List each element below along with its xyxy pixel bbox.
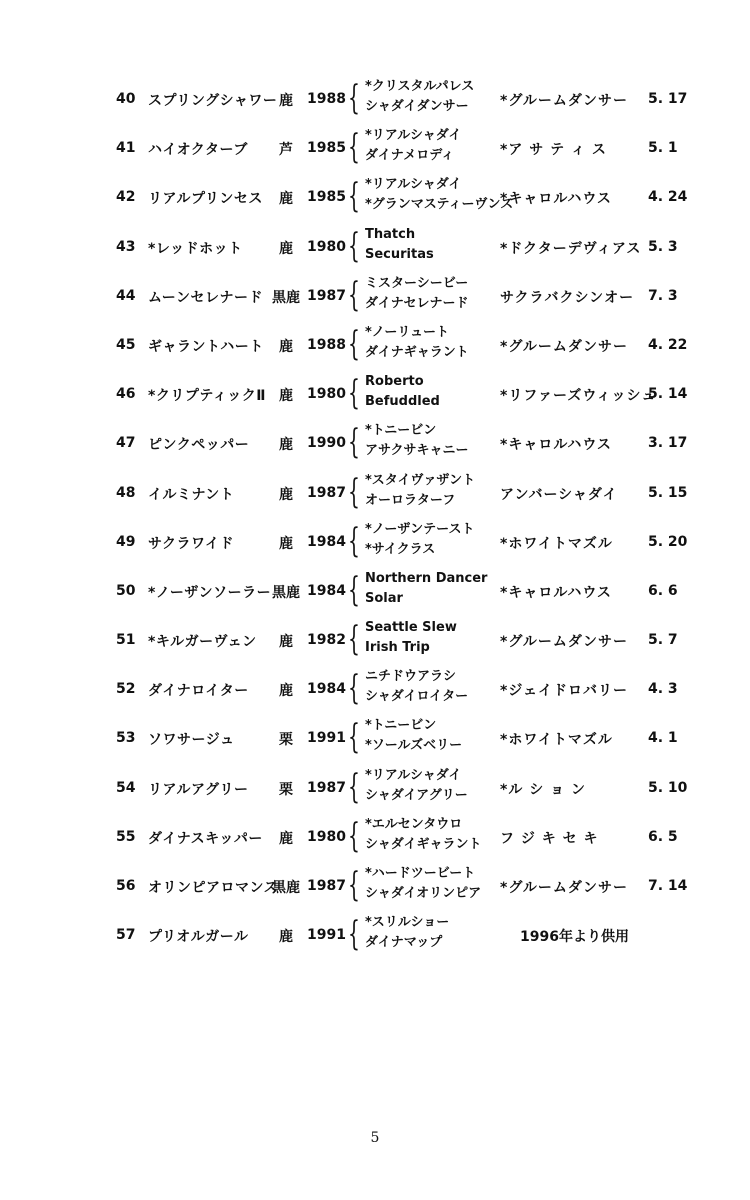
- row-number: 45: [116, 336, 136, 353]
- horse-name: スプリングシャワー: [148, 93, 278, 109]
- pedigree-brace: {: [348, 815, 360, 856]
- coat-color: 鹿: [279, 683, 293, 700]
- row-number: 44: [116, 287, 136, 304]
- table-row: [0, 569, 750, 618]
- mating-date: 6. 6: [648, 582, 678, 599]
- row-number: 47: [116, 435, 136, 452]
- dam-name: *サイクラス: [365, 541, 436, 557]
- row-number: 56: [116, 878, 136, 894]
- mating-date: 4. 24: [648, 189, 688, 206]
- horse-name: ダイナロイター: [148, 683, 249, 700]
- table-row: [0, 421, 750, 470]
- horse-name: ギャラントハート: [148, 338, 264, 355]
- mating-stallion: *ドクターデヴィアス: [500, 240, 642, 257]
- horse-name: *ノーザンソーラー: [148, 584, 272, 601]
- horse-name: リアルアグリー: [148, 781, 249, 798]
- row-number: 51: [116, 632, 136, 649]
- status-note: 1996年より供用: [520, 929, 629, 946]
- table-row: [0, 667, 750, 716]
- pedigree-brace: {: [348, 865, 360, 905]
- row-number: 55: [116, 828, 136, 845]
- table-row: [0, 864, 750, 913]
- mating-stallion: *リファーズウィッシュ: [500, 388, 657, 405]
- dam-name: オーロラターフ: [365, 492, 456, 508]
- coat-color: 栗: [279, 732, 293, 749]
- horse-name: *キルガーヴェン: [148, 634, 257, 651]
- birth-year: 1980: [307, 386, 346, 403]
- dam-name: シャダイダンサー: [365, 99, 469, 114]
- pedigree-brace: {: [348, 225, 360, 266]
- row-number: 57: [116, 927, 136, 944]
- table-row: [0, 520, 750, 569]
- mating-stallion: *ジェイドロバリー: [500, 683, 629, 700]
- dam-name: シャダイアグリー: [365, 787, 468, 803]
- sire-name: Thatch: [365, 226, 416, 242]
- mare-table: [0, 77, 750, 962]
- row-number: 40: [116, 91, 136, 107]
- pedigree-brace: {: [348, 373, 360, 414]
- mating-date: 7. 14: [648, 878, 688, 894]
- dam-name: *グランマスティーヴンス: [365, 197, 514, 213]
- mating-date: 4. 3: [648, 681, 678, 698]
- sire-name: *トニービン: [365, 718, 437, 734]
- mating-date: 7. 3: [648, 287, 678, 304]
- dam-name: ダイナマップ: [365, 935, 443, 951]
- mating-stallion: サクラバクシンオー: [500, 289, 635, 306]
- coat-color: 黒鹿: [272, 880, 300, 896]
- mating-date: 4. 1: [648, 730, 678, 747]
- mating-date: 4. 22: [648, 336, 688, 353]
- sire-name: ニチドウアラシ: [365, 669, 457, 685]
- table-row: [0, 471, 750, 520]
- table-row: [0, 913, 750, 962]
- coat-color: 鹿: [279, 486, 293, 503]
- mating-date: 5. 20: [648, 533, 688, 550]
- birth-year: 1984: [307, 533, 346, 550]
- mating-stallion: *グルームダンサー: [500, 93, 629, 109]
- pedigree-brace: {: [348, 619, 360, 660]
- row-number: 53: [116, 730, 136, 747]
- dam-name: *ソールズベリー: [365, 738, 463, 754]
- sire-name: *リアルシャダイ: [365, 128, 462, 144]
- sire-name: Northern Dancer: [365, 570, 488, 586]
- table-row: [0, 815, 750, 864]
- horse-name: ダイナスキッパー: [148, 830, 263, 847]
- pedigree-brace: {: [348, 422, 360, 463]
- table-row: [0, 77, 750, 126]
- birth-year: 1987: [307, 484, 346, 501]
- birth-year: 1985: [307, 189, 346, 206]
- birth-year: 1990: [307, 435, 346, 452]
- mating-date: 6. 5: [648, 828, 678, 845]
- coat-color: 鹿: [279, 437, 293, 454]
- dam-name: ダイナセレナード: [365, 295, 469, 311]
- pedigree-brace: {: [348, 569, 360, 610]
- mating-stallion: *キャロルハウス: [500, 191, 612, 208]
- mating-stallion: *ホワイトマズル: [500, 535, 613, 552]
- sire-name: *クリスタルパレス: [365, 79, 475, 94]
- mating-stallion: *グルームダンサー: [500, 338, 629, 355]
- table-row: [0, 175, 750, 224]
- pedigree-brace: {: [348, 176, 360, 217]
- mating-date: 5. 10: [648, 779, 688, 796]
- horse-name: ピンクペッパー: [148, 437, 250, 454]
- sire-name: *スリルショー: [365, 915, 450, 931]
- row-number: 43: [116, 238, 136, 255]
- table-row: [0, 225, 750, 274]
- horse-name: *クリプティックⅡ: [148, 388, 266, 405]
- page-number: 5: [370, 1130, 380, 1146]
- horse-name: リアルプリンセス: [148, 191, 263, 208]
- birth-year: 1988: [307, 336, 346, 353]
- row-number: 54: [116, 779, 136, 796]
- mating-stallion: *ア サ テ ィ ス: [500, 142, 607, 159]
- pedigree-brace: {: [348, 717, 360, 758]
- coat-color: 鹿: [279, 634, 293, 651]
- birth-year: 1984: [307, 681, 346, 698]
- birth-year: 1991: [307, 927, 346, 944]
- sire-name: *リアルシャダイ: [365, 177, 462, 193]
- table-row: [0, 274, 750, 323]
- dam-name: Irish Trip: [365, 640, 430, 656]
- birth-year: 1980: [307, 238, 346, 255]
- coat-color: 鹿: [279, 240, 293, 257]
- horse-name: オリンピアロマンス: [148, 880, 279, 896]
- birth-year: 1988: [307, 91, 346, 107]
- birth-year: 1987: [307, 779, 346, 796]
- table-row: [0, 126, 750, 175]
- pedigree-brace: {: [348, 766, 360, 807]
- sire-name: Seattle Slew: [365, 620, 457, 636]
- birth-year: 1984: [307, 582, 346, 599]
- mating-stallion: *ホワイトマズル: [500, 732, 613, 749]
- mating-stallion: *キャロルハウス: [500, 584, 612, 601]
- mating-date: 5. 7: [648, 632, 678, 649]
- coat-color: 栗: [279, 781, 293, 798]
- sire-name: Roberto: [365, 374, 424, 390]
- mating-date: 5. 3: [648, 238, 678, 255]
- horse-name: ソワサージュ: [148, 732, 235, 749]
- pedigree-brace: {: [348, 914, 360, 955]
- table-row: [0, 618, 750, 667]
- row-number: 49: [116, 533, 136, 550]
- horse-name: プリオルガール: [148, 929, 249, 946]
- coat-color: 黒鹿: [272, 289, 300, 306]
- row-number: 41: [116, 140, 136, 157]
- mating-stallion: *キャロルハウス: [500, 437, 612, 454]
- table-row: [0, 766, 750, 815]
- row-number: 42: [116, 189, 136, 206]
- table-row: [0, 323, 750, 372]
- coat-color: 鹿: [279, 929, 293, 946]
- sire-name: ミスターシービー: [365, 275, 469, 291]
- mating-date: 5. 15: [648, 484, 688, 501]
- dam-name: ダイナメロディ: [365, 148, 455, 164]
- pedigree-brace: {: [348, 471, 360, 512]
- horse-name: *レッドホット: [148, 240, 243, 257]
- coat-color: 鹿: [279, 830, 293, 847]
- coat-color: 鹿: [279, 388, 293, 405]
- horse-name: ハイオクターブ: [148, 142, 248, 159]
- birth-year: 1987: [307, 287, 346, 304]
- birth-year: 1991: [307, 730, 346, 747]
- birth-year: 1982: [307, 632, 346, 649]
- pedigree-brace: {: [348, 323, 360, 364]
- coat-color: 鹿: [279, 338, 293, 355]
- birth-year: 1980: [307, 828, 346, 845]
- sire-name: *リアルシャダイ: [365, 767, 462, 783]
- sire-name: *スタイヴァザント: [365, 472, 476, 488]
- sire-name: *ノーザンテースト: [365, 521, 475, 537]
- mating-stallion: アンバーシャダイ: [500, 486, 618, 503]
- row-number: 48: [116, 484, 136, 501]
- dam-name: アサクサキャニー: [365, 443, 469, 459]
- horse-name: イルミナント: [148, 486, 235, 503]
- pedigree-brace: {: [348, 274, 360, 315]
- dam-name: Befuddled: [365, 394, 440, 410]
- horse-name: サクラワイド: [148, 535, 235, 552]
- dam-name: Solar: [365, 590, 403, 606]
- pedigree-brace: {: [348, 127, 360, 168]
- sire-name: *エルセンタウロ: [365, 816, 463, 832]
- table-row: [0, 716, 750, 765]
- row-number: 46: [116, 386, 136, 403]
- pedigree-brace: {: [348, 78, 360, 118]
- sire-name: *ハードツービート: [365, 866, 476, 881]
- dam-name: Securitas: [365, 246, 434, 262]
- birth-year: 1985: [307, 140, 346, 157]
- dam-name: シャダイロイター: [365, 689, 469, 705]
- pedigree-brace: {: [348, 520, 360, 561]
- pedigree-brace: {: [348, 668, 360, 709]
- sire-name: *トニービン: [365, 423, 437, 439]
- dam-name: シャダイギャラント: [365, 836, 482, 852]
- mating-stallion: *ル シ ョ ン: [500, 781, 586, 798]
- coat-color: 鹿: [279, 535, 293, 552]
- mating-date: 5. 1: [648, 140, 678, 157]
- coat-color: 鹿: [279, 93, 293, 109]
- mating-stallion: *グルームダンサー: [500, 634, 629, 651]
- mating-date: 3. 17: [648, 435, 688, 452]
- birth-year: 1987: [307, 878, 346, 894]
- sire-name: *ノーリュート: [365, 324, 450, 340]
- dam-name: シャダイオリンピア: [365, 886, 482, 901]
- horse-name: ムーンセレナード: [148, 289, 264, 306]
- mating-stallion: *グルームダンサー: [500, 880, 629, 896]
- coat-color: 黒鹿: [272, 584, 300, 601]
- mating-stallion: フ ジ キ セ キ: [500, 830, 599, 847]
- table-row: [0, 372, 750, 421]
- row-number: 50: [116, 582, 136, 599]
- dam-name: ダイナギャラント: [365, 344, 469, 360]
- coat-color: 芦: [279, 142, 293, 159]
- mating-date: 5. 14: [648, 386, 688, 403]
- coat-color: 鹿: [279, 191, 293, 208]
- row-number: 52: [116, 681, 136, 698]
- mating-date: 5. 17: [648, 91, 688, 107]
